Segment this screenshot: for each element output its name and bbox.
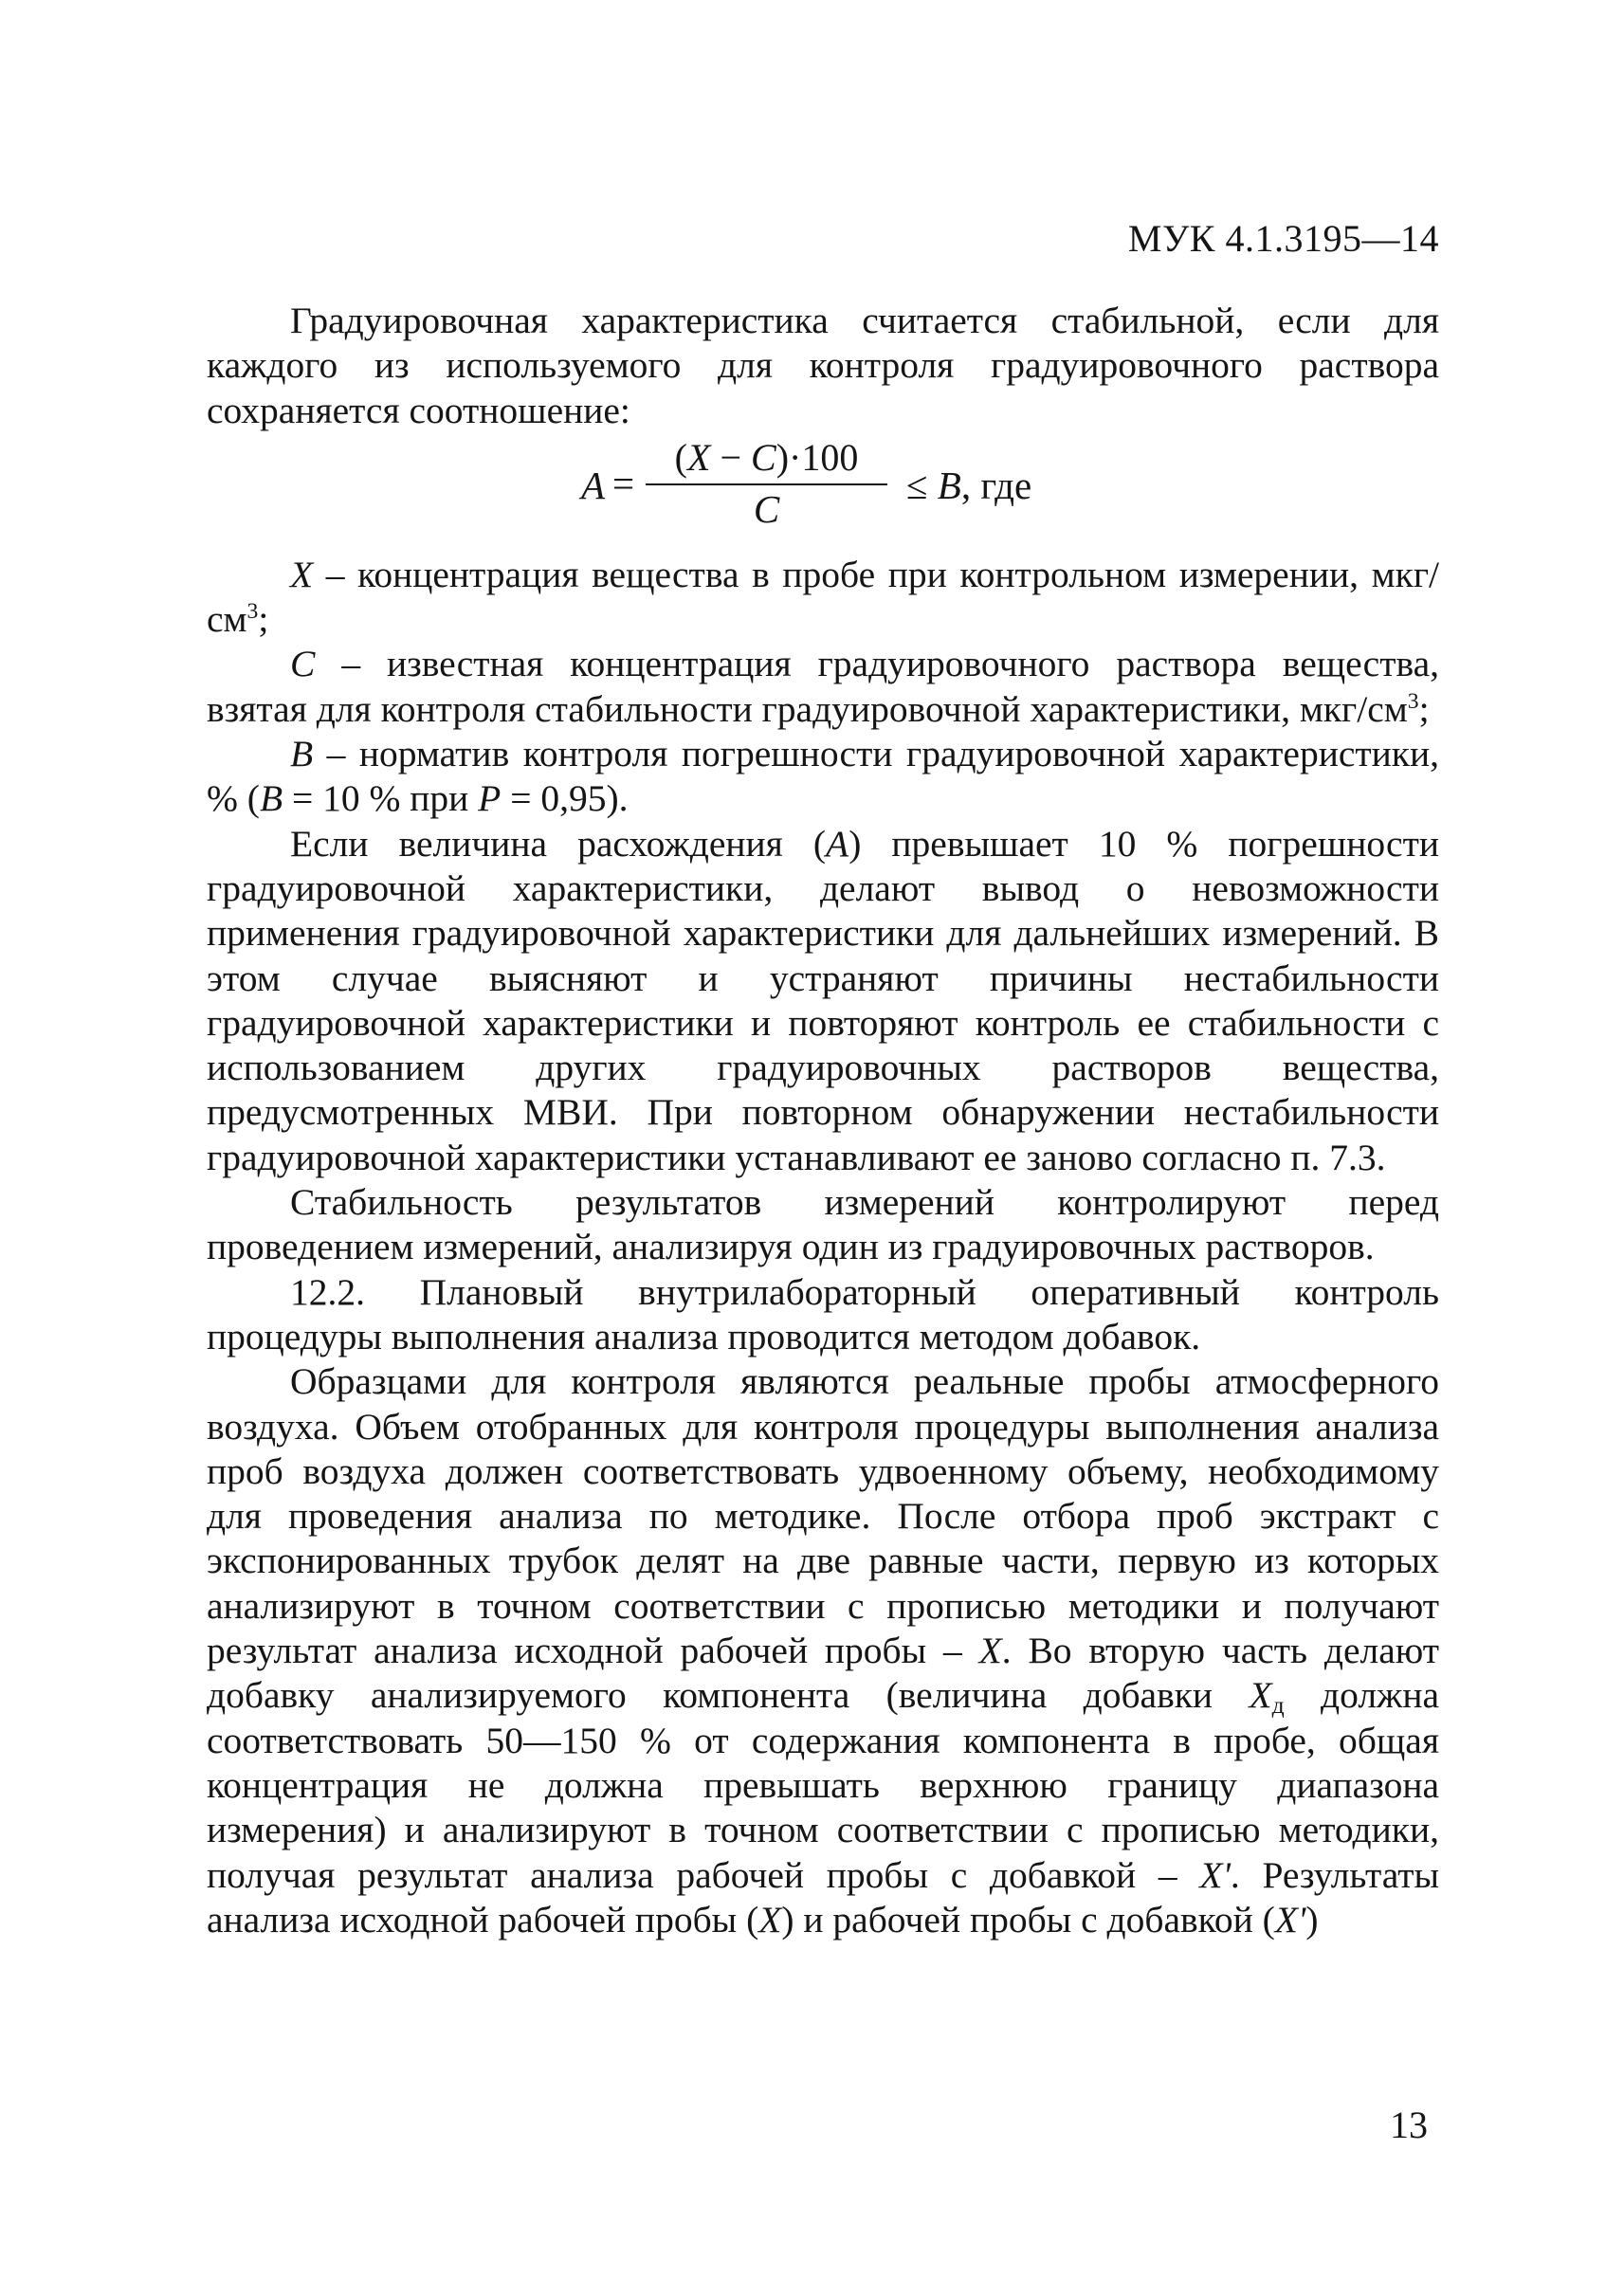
formula-relative-deviation (207, 435, 1439, 549)
paragraph-discrepancy: Если величина расхождения (A) превышает 10 % погрешности градуировочной характеристики, делают вывод о невозможности применения градуировочной характеристики для дальнейших измерений. В этом случае выясняют и устраняют причины нестабильности градуировочной характеристики и повторяют контроль ее стабильности с использованием других градуировочных растворов вещества, предусмотренных МВИ. При повторном обнаружении нестабильности градуировочной характеристики устанавливают ее заново согласно п. 7.3. (207, 822, 1439, 1178)
paragraph-stability-criterion: Градуировочная характеристика считается стабильной, если для каждого из используемого для контроля градуировочного раствора сохраняется соотношение: (207, 300, 1439, 431)
formula-equals: = (612, 461, 635, 505)
formula-numerator: (X − C)·100 (646, 435, 887, 485)
paragraph-section-12-2: 12.2. Плановый внутрилабораторный оперативный контроль процедуры выполнения анализа проводится методом добавок. (207, 1270, 1439, 1358)
document-code-header: МУК 4.1.3195—14 (1127, 217, 1439, 260)
definition-x: X – концентрация вещества в пробе при контрольном измерении, мкг/$см^3$; (207, 553, 1439, 641)
formula-fraction (646, 435, 887, 533)
formula-denominator: C (753, 487, 780, 532)
definition-b: B – норматив контроля погрешности градуировочной характеристики, % (B = 10 % при P = 0,95). (207, 733, 1439, 820)
definition-c: C – известная концентрация градуировочного раствора вещества, взятая для контроля стабильности градуировочной характеристики, мкг/$см^3$; (207, 643, 1439, 730)
formula-lhs: A (581, 463, 606, 507)
document-body (207, 299, 1439, 1942)
paragraph-results-stability: Стабильность результатов измерений контролируют перед проведением измерений, анализируя один из градуировочных растворов. (207, 1181, 1439, 1268)
formula-relation: ≤ B, где (906, 463, 1032, 507)
page-number: 13 (1390, 2104, 1428, 2146)
paragraph-control-samples: Образцами для контроля являются реальные пробы атмосферного воздуха. Объем отобранных для контроля процедуры выполнения анализа проб воздуха должен соответствовать удвоенному объему, необходимому для проведения анализа по методике. После отбора проб экстракт с экспонированных трубок делят на две равные части, первую из которых анализируют в точном соответствии с прописью методики и получают результат анализа исходной рабочей пробы – X. Во вторую часть делают добавку анализируемого компонента (величина добавки $X_д$ должна соответствовать 50—150 % от содержания компонента в пробе, общая концентрация не должна превышать верхнюю границу диапазона измерения) и анализируют в точном соответствии с прописью методики, получая результат анализа рабочей пробы с добавкой – X'. Результаты анализа исходной рабочей пробы (X) и рабочей пробы с добавкой (X') (207, 1360, 1440, 1941)
